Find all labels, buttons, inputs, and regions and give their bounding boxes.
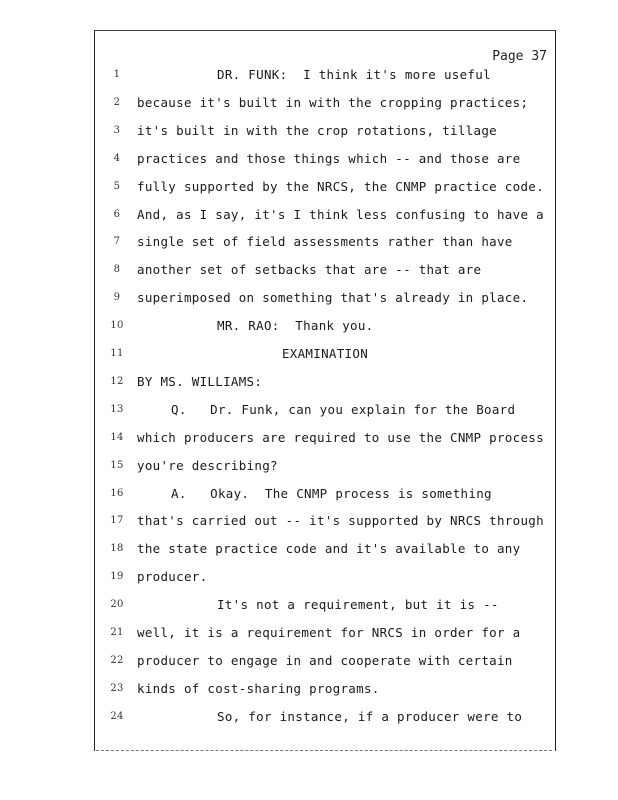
transcript-line [95,430,555,452]
line-text: producer to engage in and cooperate with certain [137,652,513,668]
line-text: EXAMINATION [281,346,369,361]
line-number: 11 [110,348,124,359]
line-text: well, it is a requirement for NRCS in order for a [137,625,521,640]
line-number: 4 [113,152,121,164]
transcript-line [95,346,555,368]
line-text: A. Okay. The CNMP process is something [171,485,492,501]
transcript-line [95,262,555,284]
line-number: 23 [110,682,124,694]
line-text: DR. FUNK: I think it's more useful [217,67,491,82]
line-text: that's carried out -- it's supported by NRCS through [137,513,544,529]
transcript-line [95,318,555,340]
line-text: And, as I say, it's I think less confusing to have a [137,206,544,222]
line-text: single set of field assessments rather than have [137,234,513,250]
line-text: producer. [137,569,208,585]
line-text: practices and those things which -- and those are [137,150,521,166]
line-text: superimposed on something that's already in place. [137,290,529,306]
line-number: 15 [110,459,124,471]
line-number: 9 [113,292,121,304]
line-number: 5 [113,180,121,192]
transcript-page [94,30,556,751]
line-number: 2 [113,96,121,108]
line-number: 6 [113,208,121,220]
transcript-line [95,95,555,117]
line-text: which producers are required to use the CNMP process [137,429,544,445]
line-number: 10 [110,320,124,332]
transcript-line [95,374,555,396]
line-number: 8 [113,264,121,276]
transcript-line [95,681,555,703]
transcript-line [95,151,555,173]
line-text: MR. RAO: Thank you. [217,318,374,334]
page-number: Page 37 [492,49,547,64]
line-number: 18 [110,543,124,555]
line-number: 14 [110,431,124,443]
line-number: 1 [113,69,121,80]
transcript-line [95,207,555,229]
line-text: the state practice code and it's available to any [137,541,521,557]
line-number: 19 [110,571,124,583]
bottom-rule [96,750,552,751]
transcript-line [95,541,555,563]
line-text: it's built in with the crop rotations, tillage [137,122,497,138]
line-text: BY MS. WILLIAMS: [137,373,263,389]
transcript-line [95,458,555,480]
transcript-line [95,569,555,591]
transcript-line [95,234,555,256]
transcript-line [95,709,555,731]
transcript-line [95,402,555,424]
line-number: 20 [110,599,124,611]
line-number: 12 [110,375,124,387]
line-number: 17 [110,515,124,527]
line-text: another set of setbacks that are -- that are [137,262,482,278]
transcript-line [95,486,555,508]
line-text: because it's built in with the cropping practices; [137,94,529,110]
line-number: 22 [110,654,124,666]
transcript-line [95,123,555,145]
line-number: 3 [113,124,121,136]
transcript-line [95,290,555,312]
transcript-line [95,67,555,89]
transcript-line [95,625,555,647]
transcript-line [95,179,555,201]
line-text: So, for instance, if a producer were to [217,708,523,724]
transcript-line [95,653,555,675]
transcript-line [95,597,555,619]
line-text: fully supported by the NRCS, the CNMP practice code. [137,178,544,194]
line-number: 13 [110,403,124,415]
transcript-line [95,513,555,535]
line-text: kinds of cost-sharing programs. [137,680,380,696]
line-number: 21 [110,627,124,638]
line-number: 7 [113,236,121,248]
line-text: It's not a requirement, but it is -- [217,597,499,613]
line-text: Q. Dr. Funk, can you explain for the Board [171,401,516,417]
line-number: 16 [110,487,124,499]
line-text: you're describing? [137,457,278,473]
line-number: 24 [110,710,124,722]
